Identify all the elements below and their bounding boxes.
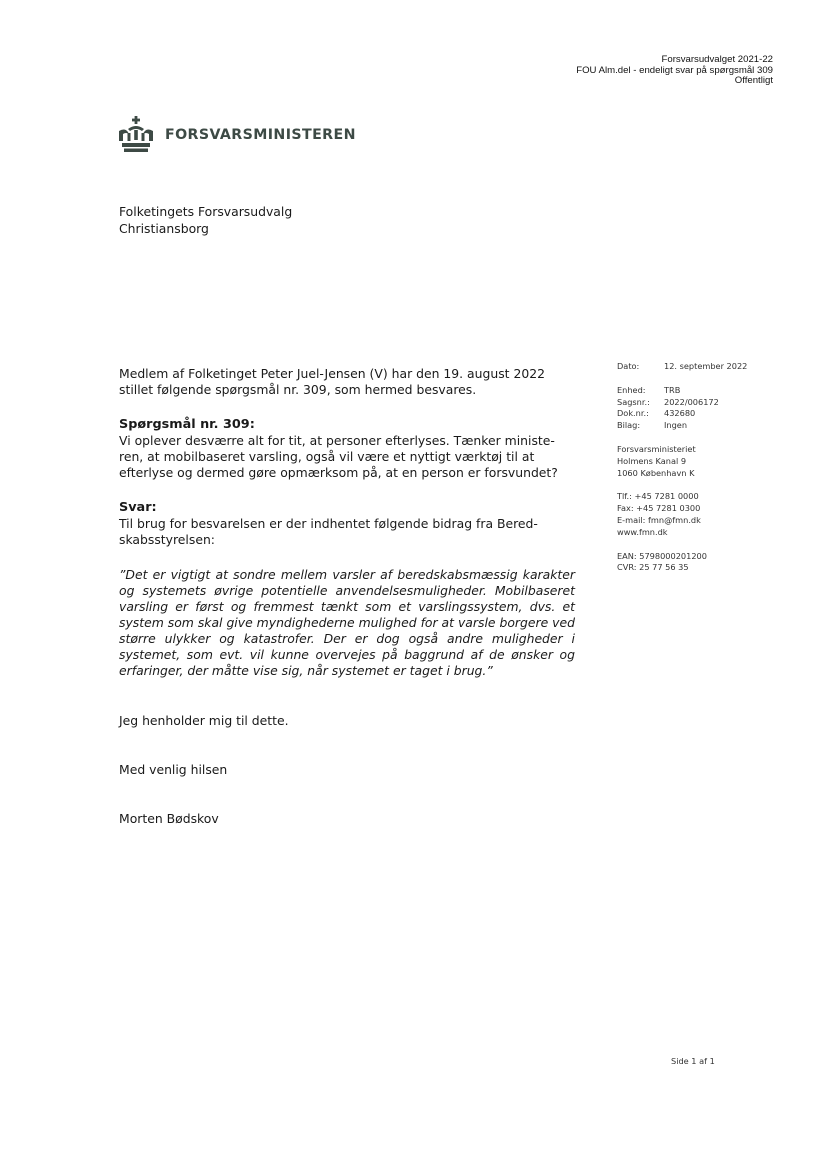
quoted-contribution: ”Det er vigtigt at sondre mellem varsler af beredskabsmæssig karakter og systemets øvrige potentielle anvendelsesmuligheder. Mobilbaseret varsling er først og fremmest tænkt som et varslingssystem, dvs. et system som skal give myndighederne mulighed for at varsle borgere ved større ulykker og katastrofer. Der er dog også andre muligheder i systemet, som evt. vil kunne overvejes på baggrund af de ønsker og erfaringer, der måtte vise sig, når systemet er taget i brug.” (119, 567, 575, 678)
attachments-value: Ingen (664, 420, 688, 431)
closing-statement: Jeg henholder mig til dette. (119, 713, 289, 728)
document-stamp (576, 55, 773, 87)
date-label: Dato: (617, 361, 640, 371)
logo-wordmark: FORSVARSMINISTEREN (165, 127, 356, 143)
meta-row-doc (617, 408, 747, 420)
ministry-logo (117, 116, 356, 154)
stamp-classification: Offentligt (734, 75, 773, 87)
date-value: 12. september 2022 (664, 361, 748, 371)
doc-number-label: Dok.nr.: (617, 408, 649, 419)
signature-name: Morten Bødskov (119, 811, 219, 826)
recipient-location: Christiansborg (119, 220, 209, 236)
org-cvr: CVR: 25 77 56 35 (617, 562, 689, 573)
org-street: Holmens Kanal 9 (617, 455, 687, 466)
org-website: www.fmn.dk (617, 526, 668, 537)
question-text: Vi oplever desværre alt for tit, at personer efterlyses. Tænker ministe-ren, at mobilbaseret varsling, også vil være et nyttigt værktøj til at efterlyse og dermed gøre opmærksom på, at en person er forsvundet? (119, 433, 558, 480)
greeting: Med venlig hilsen (119, 762, 228, 777)
stamp-reference: FOU Alm.del - endeligt svar på spørgsmål 309 (576, 64, 773, 76)
crown-icon (117, 116, 155, 154)
answer-heading: Svar: (119, 500, 157, 515)
page-number: Side 1 af 1 (671, 1056, 715, 1066)
question-heading: Spørgsmål nr. 309: (119, 417, 255, 432)
meta-row-date (617, 361, 747, 373)
doc-number-value: 432680 (664, 408, 696, 419)
recipient-address (119, 204, 292, 237)
case-number-value: 2022/006172 (664, 396, 719, 407)
meta-row-attachments (617, 420, 747, 432)
answer-section (119, 500, 575, 548)
org-email: E-mail: fmn@fmn.dk (617, 514, 701, 525)
stamp-committee: Forsvarsudvalget 2021-22 (661, 54, 773, 65)
letter-body (119, 366, 575, 827)
recipient-name: Folketingets Forsvarsudvalg (119, 204, 293, 219)
org-city: 1060 København K (617, 467, 695, 478)
org-name: Forsvarsministeriet (617, 443, 696, 454)
meta-row-unit (617, 385, 747, 397)
org-fax: Fax: +45 7281 0300 (617, 503, 701, 514)
document-metadata (617, 361, 747, 574)
intro-paragraph: Medlem af Folketinget Peter Juel-Jensen (V) har den 19. august 2022 stillet følgende spørgsmål nr. 309, som hermed besvares. (119, 366, 545, 397)
attachments-label: Bilag: (617, 420, 641, 431)
question-section (119, 417, 575, 481)
org-phone: Tlf.: +45 7281 0000 (617, 491, 699, 502)
meta-row-case (617, 397, 747, 409)
case-number-label: Sagsnr.: (617, 396, 650, 407)
unit-value: TRB (664, 384, 681, 395)
unit-label: Enhed: (617, 384, 646, 395)
org-ean: EAN: 5798000201200 (617, 550, 707, 561)
answer-text: Til brug for besvarelsen er der indhentet følgende bidrag fra Bered-skabsstyrelsen: (119, 516, 538, 547)
